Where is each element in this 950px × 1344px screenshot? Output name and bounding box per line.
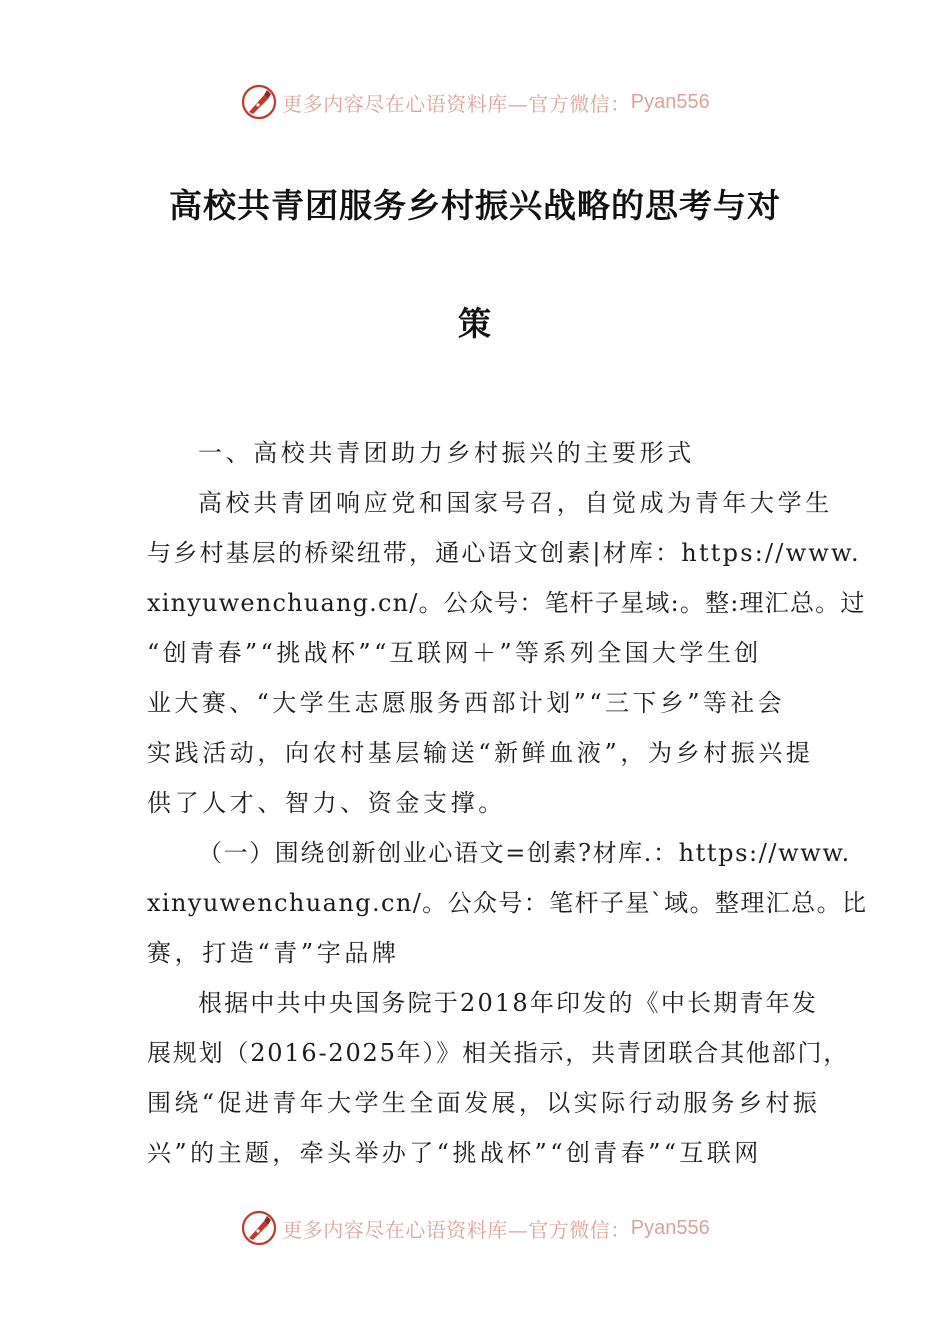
body-line: 围绕“促进青年大学生全面发展，以实际行动服务乡村振 [147,1089,821,1117]
banner-wechat-id: Pyan556 [630,1216,710,1239]
header-watermark-banner [0,82,950,122]
subsection-heading: （一）围绕创新创业心语文=创素?材库.：https://www. [198,839,851,867]
body-line: 展规划（2016-2025年）》相关指示，共青团联合其他部门， [147,1039,850,1067]
section-heading: 一、高校共青团助力乡村振兴的主要形式 [198,439,695,467]
body-line: 高校共青团响应党和国家号召，自觉成为青年大学生 [198,489,833,517]
body-line: xinyuwenchuang.cn/。公众号：笔杆子星`域。整理汇总。比 [147,889,868,917]
body-line: “创青春”“挑战杯”“互联网＋”等系列全国大学生创 [147,639,762,667]
document-title-line-2: 策 [458,304,492,343]
banner-wechat-id: Pyan556 [630,90,710,113]
body-line: 与乡村基层的桥梁纽带，通心语文创素|材库：https://www. [147,539,861,567]
body-line: 业大赛、“大学生志愿服务西部计划”“三下乡”等社会 [147,689,786,717]
pen-nib-logo-icon [240,83,278,121]
pen-nib-logo-icon [240,1209,278,1247]
footer-watermark-banner [0,1208,950,1248]
body-line: 供了人才、智力、资金支撑。 [147,789,506,817]
body-line: 实践活动，向农村基层输送“新鲜血液”，为乡村振兴提 [147,739,814,767]
body-line: 根据中共中央国务院于2018年印发的《中长期青年发 [198,989,819,1017]
banner-text: 更多内容尽在心语资料库—官方微信： [282,1217,631,1242]
document-title-line-1: 高校共青团服务乡村振兴战略的思考与对 [169,186,781,225]
body-line: 赛，打造“青”字品牌 [147,939,400,967]
body-line: xinyuwenchuang.cn/。公众号：笔杆子星域:。整:理汇总。过 [147,589,866,617]
banner-text: 更多内容尽在心语资料库—官方微信： [282,91,631,116]
body-line: 兴”的主题，牵头举办了“挑战杯”“创青春”“互联网 [147,1139,762,1167]
